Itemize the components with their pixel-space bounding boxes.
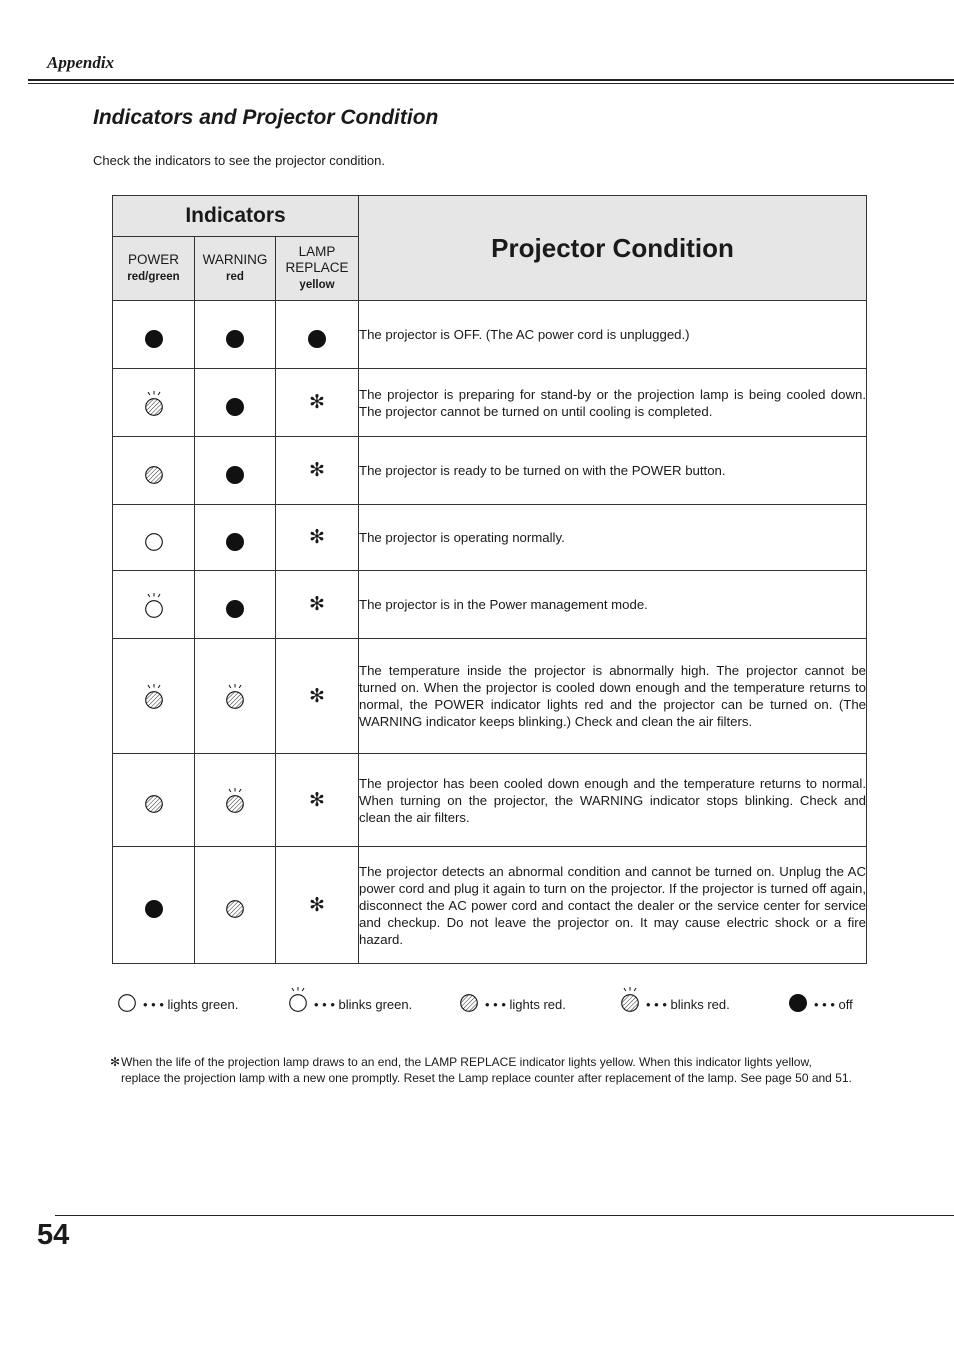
warning-indicator-cell bbox=[195, 437, 276, 505]
warning-column-header bbox=[195, 237, 276, 301]
legend-item bbox=[786, 985, 853, 1013]
off-indicator-icon bbox=[223, 524, 247, 552]
table-row bbox=[113, 639, 867, 754]
condition-header: Projector Condition bbox=[359, 196, 867, 301]
legend bbox=[0, 985, 954, 1015]
lamp-column-header bbox=[276, 237, 359, 301]
lamp-indicator-cell bbox=[276, 847, 359, 964]
legend-label: • • • blinks red. bbox=[646, 997, 730, 1012]
lamp-label-line2: REPLACE bbox=[285, 260, 349, 275]
table-row bbox=[113, 571, 867, 639]
red-indicator-icon bbox=[223, 891, 247, 919]
blinking-red-indicator-icon bbox=[142, 389, 166, 417]
legend-icon-slot bbox=[618, 985, 642, 1013]
power-label: POWER bbox=[127, 252, 179, 267]
lamp-label-line1: LAMP bbox=[298, 244, 336, 259]
lamp-indicator-cell bbox=[276, 437, 359, 505]
warning-indicator-cell bbox=[195, 847, 276, 964]
condition-text: The projector is operating normally. bbox=[359, 505, 867, 571]
power-indicator-cell bbox=[113, 369, 195, 437]
blinking-red-indicator-icon bbox=[618, 985, 642, 1013]
table-row bbox=[113, 505, 867, 571]
header-rule-thin bbox=[28, 83, 954, 84]
asterisk-icon: ✻ bbox=[309, 527, 325, 548]
condition-text: The projector detects an abnormal condition and cannot be turned on. Unplug the AC power cord and plug it again to turn on the projector. If the projector is turned off again, disconnect the AC power cord and contact the dealer or the service center for service and checkup. Do not leave the projector on. It may cause electric shock or a fire hazard. bbox=[359, 847, 867, 964]
warning-indicator-cell bbox=[195, 369, 276, 437]
power-indicator-cell bbox=[113, 437, 195, 505]
blinking-green-indicator-icon bbox=[142, 591, 166, 619]
blinking-red-indicator-icon bbox=[223, 682, 247, 710]
lamp-indicator-cell bbox=[276, 301, 359, 369]
warning-label: WARNING bbox=[202, 252, 268, 267]
off-indicator-icon bbox=[305, 321, 329, 349]
indicators-header: Indicators bbox=[113, 196, 359, 237]
legend-icon-slot bbox=[457, 985, 481, 1013]
legend-label: • • • blinks green. bbox=[314, 997, 413, 1012]
power-color: red/green bbox=[127, 271, 180, 283]
condition-text: The projector is in the Power management mode. bbox=[359, 571, 867, 639]
green-indicator-icon bbox=[142, 524, 166, 552]
table-row bbox=[113, 437, 867, 505]
power-indicator-cell bbox=[113, 571, 195, 639]
condition-text: The projector is preparing for stand-by or the projection lamp is being cooled down. The projector cannot be turned on until cooling is completed. bbox=[359, 369, 867, 437]
off-indicator-icon bbox=[142, 891, 166, 919]
condition-text: The projector is ready to be turned on with the POWER button. bbox=[359, 437, 867, 505]
power-indicator-cell bbox=[113, 754, 195, 847]
red-indicator-icon bbox=[142, 457, 166, 485]
warning-indicator-cell bbox=[195, 571, 276, 639]
lamp-indicator-cell bbox=[276, 639, 359, 754]
asterisk-icon: ✻ bbox=[309, 594, 325, 615]
table-row bbox=[113, 754, 867, 847]
lamp-color: yellow bbox=[299, 279, 335, 291]
asterisk-icon: ✻ bbox=[110, 1055, 121, 1069]
legend-label: • • • lights red. bbox=[485, 997, 566, 1012]
green-indicator-icon bbox=[115, 985, 139, 1013]
section-label: Appendix bbox=[47, 53, 115, 72]
indicator-table bbox=[112, 195, 867, 964]
legend-label: • • • off bbox=[814, 997, 853, 1012]
red-indicator-icon bbox=[457, 985, 481, 1013]
table-row bbox=[113, 847, 867, 964]
legend-item bbox=[618, 985, 730, 1013]
asterisk-icon: ✻ bbox=[309, 894, 325, 916]
off-indicator-icon bbox=[223, 321, 247, 349]
legend-item bbox=[115, 985, 238, 1013]
footnote bbox=[112, 1054, 852, 1086]
off-indicator-icon bbox=[223, 389, 247, 417]
blinking-red-indicator-icon bbox=[142, 682, 166, 710]
warning-indicator-cell bbox=[195, 639, 276, 754]
power-column-header bbox=[113, 237, 195, 301]
power-indicator-cell bbox=[113, 847, 195, 964]
page-number: 54 bbox=[37, 1219, 70, 1251]
lamp-indicator-cell bbox=[276, 505, 359, 571]
warning-indicator-cell bbox=[195, 301, 276, 369]
table-row bbox=[113, 369, 867, 437]
legend-icon-slot bbox=[786, 985, 810, 1013]
asterisk-icon: ✻ bbox=[309, 392, 325, 413]
asterisk-icon: ✻ bbox=[309, 460, 325, 481]
asterisk-icon: ✻ bbox=[309, 789, 325, 811]
blinking-red-indicator-icon bbox=[223, 786, 247, 814]
page-title: Indicators and Projector Condition bbox=[93, 106, 439, 129]
warning-indicator-cell bbox=[195, 505, 276, 571]
footer-rule bbox=[55, 1215, 954, 1216]
lamp-indicator-cell bbox=[276, 369, 359, 437]
legend-item bbox=[457, 985, 566, 1013]
intro-text: Check the indicators to see the projector condition. bbox=[93, 153, 385, 168]
off-indicator-icon bbox=[142, 321, 166, 349]
power-indicator-cell bbox=[113, 505, 195, 571]
footnote-text: When the life of the projection lamp draws to an end, the LAMP REPLACE indicator lights yellow. When this indicator lights yellow, replace the projection lamp with a new one promptly. Reset the Lamp replace counter after replacement of the lamp. See page 50 and 51. bbox=[121, 1055, 852, 1085]
legend-icon-slot bbox=[115, 985, 139, 1013]
asterisk-icon: ✻ bbox=[309, 685, 325, 707]
condition-text: The projector is OFF. (The AC power cord is unplugged.) bbox=[359, 301, 867, 369]
legend-icon-slot bbox=[286, 985, 310, 1013]
off-indicator-icon bbox=[223, 457, 247, 485]
off-indicator-icon bbox=[223, 591, 247, 619]
power-indicator-cell bbox=[113, 301, 195, 369]
header-rule bbox=[28, 79, 954, 81]
warning-color: red bbox=[226, 271, 244, 283]
blinking-green-indicator-icon bbox=[286, 985, 310, 1013]
warning-indicator-cell bbox=[195, 754, 276, 847]
legend-item bbox=[286, 985, 412, 1013]
condition-text: The temperature inside the projector is abnormally high. The projector cannot be turned on. When the projector is cooled down enough and the temperature returns to normal, the POWER indicator lights red and the projector can be turned on. (The WARNING indicator keeps blinking.) Check and clean the air filters. bbox=[359, 639, 867, 754]
off-indicator-icon bbox=[786, 985, 810, 1013]
table-row bbox=[113, 301, 867, 369]
lamp-indicator-cell bbox=[276, 754, 359, 847]
condition-text: The projector has been cooled down enough and the temperature returns to normal. When turning on the projector, the WARNING indicator stops blinking. Check and clean the air filters. bbox=[359, 754, 867, 847]
legend-label: • • • lights green. bbox=[143, 997, 239, 1012]
power-indicator-cell bbox=[113, 639, 195, 754]
red-indicator-icon bbox=[142, 786, 166, 814]
lamp-indicator-cell bbox=[276, 571, 359, 639]
